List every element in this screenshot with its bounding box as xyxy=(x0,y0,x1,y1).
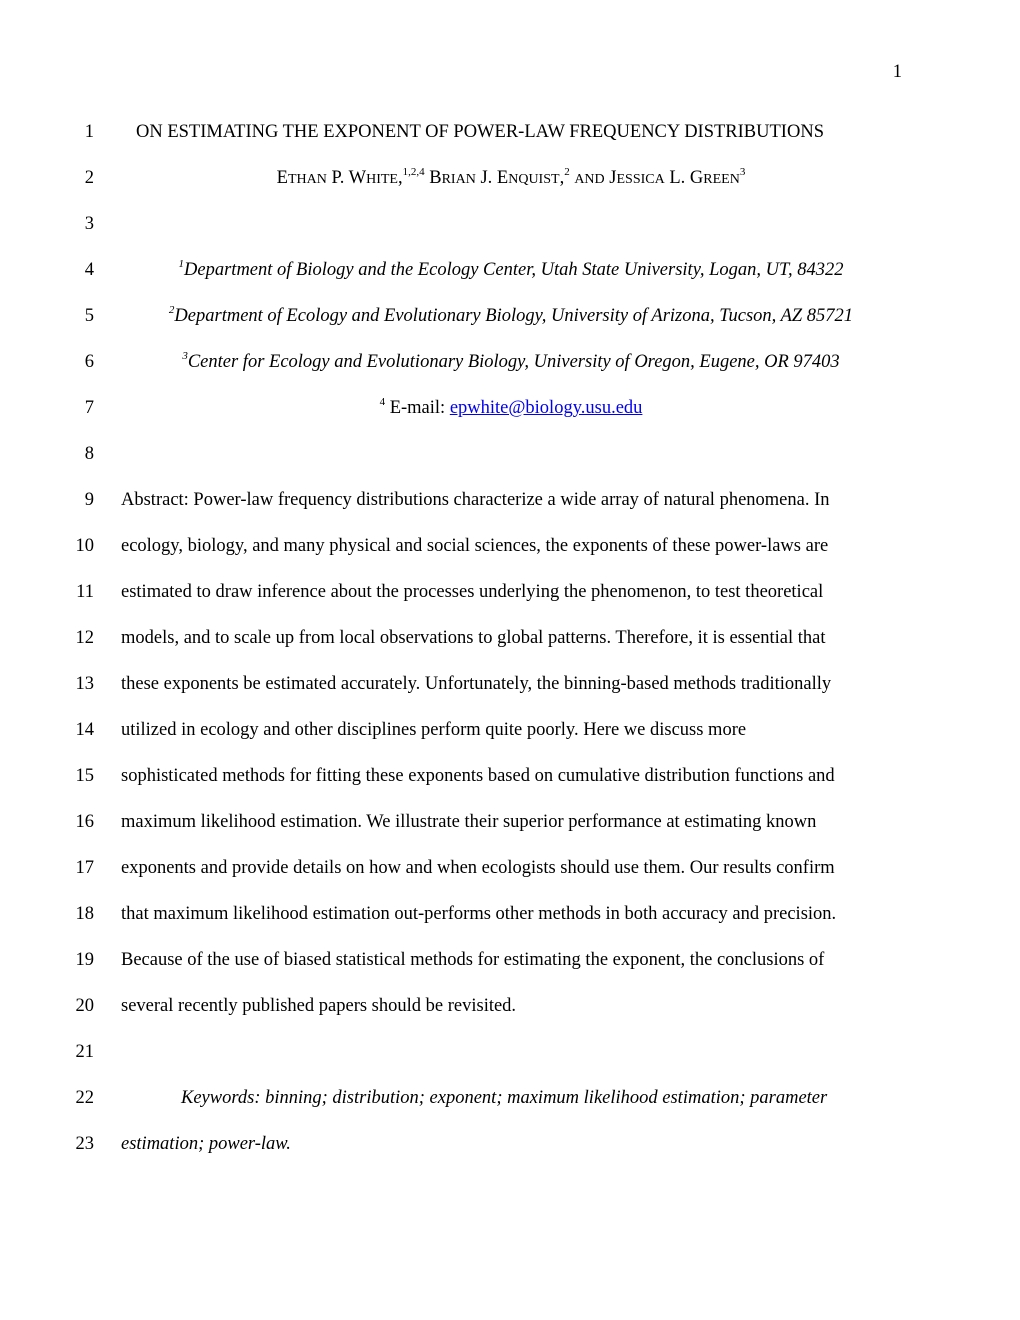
line-number: 6 xyxy=(84,352,94,372)
manuscript-line xyxy=(0,396,1020,420)
line-number: 9 xyxy=(84,490,94,510)
abstract-line: these exponents be estimated accurately. Unfortunately, the binning-based methods traditionally xyxy=(121,674,832,694)
line-number: 11 xyxy=(76,582,94,602)
line-number: 17 xyxy=(75,858,94,878)
abstract-line: maximum likelihood estimation. We illustrate their superior performance at estimating known xyxy=(121,812,817,832)
manuscript-line xyxy=(0,948,1020,972)
line-number: 2 xyxy=(84,168,94,188)
manuscript-line xyxy=(0,166,1020,190)
line-number: 12 xyxy=(75,628,94,648)
manuscript-line xyxy=(0,442,1020,466)
paper-title: ON ESTIMATING THE EXPONENT OF POWER-LAW FREQUENCY DISTRIBUTIONS xyxy=(136,122,824,142)
line-number: 13 xyxy=(75,674,94,694)
manuscript-line xyxy=(0,304,1020,328)
line-number: 22 xyxy=(75,1088,94,1108)
manuscript-line xyxy=(0,534,1020,558)
line-number: 21 xyxy=(75,1042,94,1062)
line-number: 10 xyxy=(75,536,94,556)
keywords-line: estimation; power-law. xyxy=(121,1134,291,1154)
manuscript-line xyxy=(0,350,1020,374)
abstract-line: Because of the use of biased statistical methods for estimating the exponent, the conclusions of xyxy=(121,950,825,970)
manuscript-line xyxy=(0,488,1020,512)
line-number: 14 xyxy=(75,720,94,740)
keywords-line: Keywords: binning; distribution; exponent; maximum likelihood estimation; parameter xyxy=(181,1088,828,1108)
manuscript-line xyxy=(0,718,1020,742)
manuscript-line xyxy=(0,672,1020,696)
line-number: 19 xyxy=(75,950,94,970)
abstract-line: Abstract: Power-law frequency distributions characterize a wide array of natural phenomena. In xyxy=(121,490,830,510)
email-link[interactable]: epwhite@biology.usu.edu xyxy=(449,398,643,418)
abstract-line: utilized in ecology and other disciplines perform quite poorly. Here we discuss more xyxy=(121,720,747,740)
manuscript-line xyxy=(0,626,1020,650)
affiliation: $^1$Department of Biology and the Ecology Center, Utah State University, Logan, UT, 84322 xyxy=(178,258,844,280)
abstract-line: sophisticated methods for fitting these exponents based on cumulative distribution functions and xyxy=(121,766,835,786)
line-number: 18 xyxy=(75,904,94,924)
abstract-line: that maximum likelihood estimation out-performs other methods in both accuracy and precision. xyxy=(121,904,837,924)
line-number: 8 xyxy=(84,444,94,464)
manuscript-line xyxy=(0,764,1020,788)
line-number: 5 xyxy=(84,306,94,326)
manuscript-line xyxy=(0,212,1020,236)
manuscript-line xyxy=(0,1040,1020,1064)
abstract-line: ecology, biology, and many physical and social sciences, the exponents of these power-laws are xyxy=(121,536,829,556)
author-name: AND JESSICA L. GREEN$^3$ xyxy=(574,166,746,188)
line-number: 3 xyxy=(84,214,94,234)
line-number: 15 xyxy=(75,766,94,786)
line-number: 4 xyxy=(84,260,94,280)
abstract-line: exponents and provide details on how and when ecologists should use them. Our results confirm xyxy=(121,858,835,878)
contact-email: $^4$ E-mail: epwhite@biology.usu.edu xyxy=(379,396,643,418)
manuscript-line xyxy=(0,994,1020,1018)
author-name: BRIAN J. ENQUIST,$^2$ xyxy=(429,166,570,188)
manuscript-line xyxy=(0,1132,1020,1156)
manuscript-line xyxy=(0,120,1020,144)
abstract-line: estimated to draw inference about the processes underlying the phenomenon, to test theoretical xyxy=(121,582,824,602)
line-number: 23 xyxy=(75,1134,94,1154)
affiliation: $^2$Department of Ecology and Evolutionary Biology, University of Arizona, Tucson, AZ 85721 xyxy=(168,304,854,326)
affiliation-marker: 1,2,4 xyxy=(402,166,425,178)
abstract-line: several recently published papers should be revisited. xyxy=(121,996,517,1016)
affiliation-marker: 2 xyxy=(564,166,570,178)
manuscript-line xyxy=(0,258,1020,282)
line-number: 1 xyxy=(84,122,94,142)
abstract-line: models, and to scale up from local observations to global patterns. Therefore, it is essential that xyxy=(121,628,826,648)
page-number: 1 xyxy=(892,62,902,82)
line-number: 20 xyxy=(75,996,94,1016)
affiliation: $^3$Center for Ecology and Evolutionary Biology, University of Oregon, Eugene, OR 97403 xyxy=(182,350,840,372)
manuscript-line xyxy=(0,856,1020,880)
manuscript-line xyxy=(0,810,1020,834)
author-list xyxy=(121,166,901,192)
manuscript-line xyxy=(0,902,1020,926)
line-number: 16 xyxy=(75,812,94,832)
author-name: ETHAN P. WHITE,$^{1,2,4}$ xyxy=(276,166,425,188)
manuscript-line xyxy=(0,1086,1020,1110)
manuscript-line xyxy=(0,580,1020,604)
affiliation-marker: 3 xyxy=(739,166,746,178)
line-number: 7 xyxy=(84,398,94,418)
